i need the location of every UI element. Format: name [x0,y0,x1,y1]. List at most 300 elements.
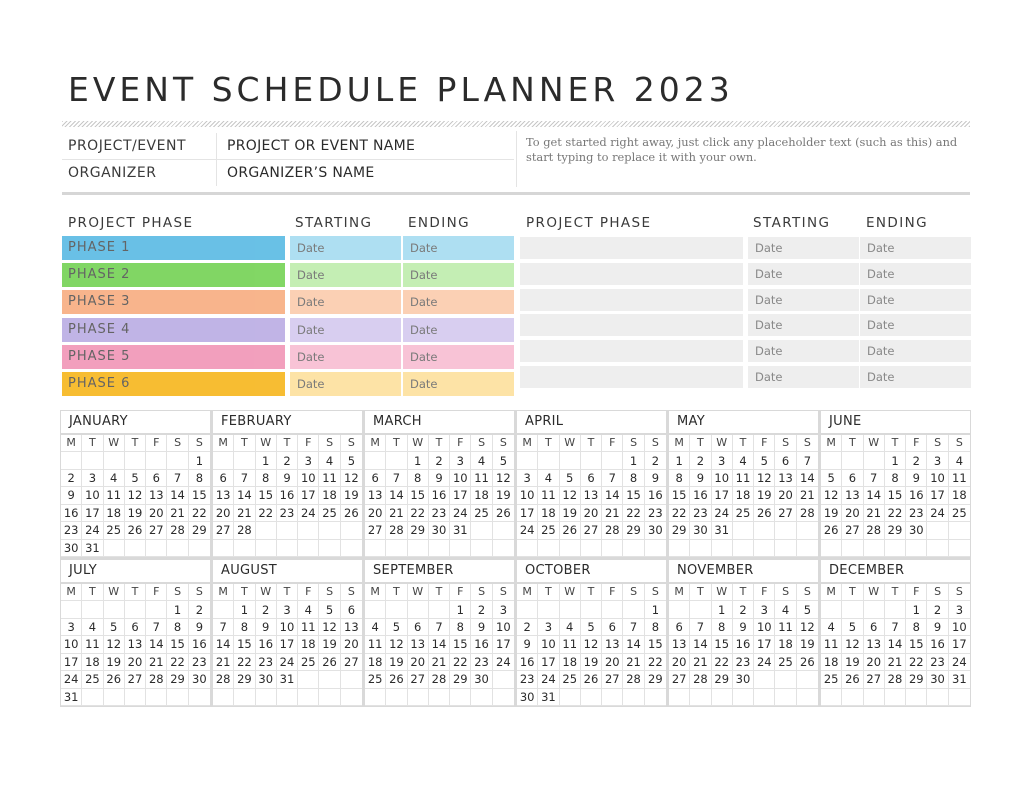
calendar-day[interactable]: 23 [429,505,450,522]
calendar-day[interactable]: 14 [213,636,234,653]
calendar-day[interactable]: 7 [623,619,644,636]
calendar-day[interactable]: 23 [277,505,298,522]
calendar-day[interactable]: 16 [471,636,492,653]
calendar-day[interactable]: 30 [471,671,492,688]
calendar-day[interactable]: 14 [885,636,906,653]
calendar-day[interactable]: 10 [298,470,319,487]
calendar-day[interactable]: 16 [256,636,277,653]
calendar-day[interactable]: 30 [61,540,82,557]
calendar-day[interactable]: 27 [669,671,690,688]
calendar-day[interactable]: 2 [690,452,711,469]
phase-end-date[interactable]: Date [403,345,514,369]
calendar-day[interactable]: 17 [754,636,775,653]
calendar-day[interactable]: 9 [517,636,538,653]
calendar-day[interactable]: 28 [146,671,167,688]
calendar-day[interactable]: 13 [365,487,386,504]
calendar-day[interactable]: 1 [669,452,690,469]
calendar-day[interactable]: 28 [797,505,818,522]
phase-name-right[interactable] [520,289,743,311]
phase-name[interactable]: PHASE 6 [62,372,285,396]
calendar-day[interactable]: 16 [690,487,711,504]
calendar-day[interactable]: 7 [234,470,255,487]
calendar-day[interactable]: 8 [450,619,471,636]
phase-name-right[interactable] [520,237,743,259]
calendar-day[interactable]: 21 [885,654,906,671]
calendar-day[interactable]: 26 [560,522,581,539]
calendar-day[interactable]: 20 [341,636,362,653]
calendar-day[interactable]: 18 [775,636,796,653]
calendar-day[interactable]: 6 [408,619,429,636]
calendar-day[interactable]: 16 [61,505,82,522]
calendar-day[interactable]: 4 [733,452,754,469]
calendar-day[interactable]: 17 [61,654,82,671]
calendar-day[interactable]: 30 [517,689,538,706]
calendar-day[interactable]: 17 [493,636,514,653]
calendar-day[interactable]: 13 [842,487,863,504]
calendar-day[interactable]: 5 [581,619,602,636]
calendar-day[interactable]: 22 [623,505,644,522]
calendar-day[interactable]: 23 [256,654,277,671]
calendar-day[interactable]: 4 [298,601,319,618]
calendar-day[interactable]: 8 [256,470,277,487]
calendar-day[interactable]: 22 [669,505,690,522]
calendar-day[interactable]: 2 [517,619,538,636]
phase-name[interactable]: PHASE 5 [62,345,285,369]
calendar-day[interactable]: 20 [669,654,690,671]
calendar-day[interactable]: 16 [429,487,450,504]
calendar-day[interactable]: 30 [927,671,948,688]
calendar-day[interactable]: 1 [189,452,210,469]
calendar-day[interactable]: 20 [408,654,429,671]
calendar-day[interactable]: 12 [386,636,407,653]
calendar-day[interactable]: 7 [864,470,885,487]
project-event-field[interactable]: PROJECT OR EVENT NAME [227,138,416,154]
phase-end-date-right[interactable]: Date [860,263,971,285]
calendar-day[interactable]: 13 [602,636,623,653]
calendar-day[interactable]: 25 [949,505,970,522]
calendar-day[interactable]: 14 [690,636,711,653]
calendar-day[interactable]: 31 [712,522,733,539]
calendar-day[interactable]: 19 [493,487,514,504]
calendar-day[interactable]: 15 [450,636,471,653]
calendar-day[interactable]: 29 [645,671,666,688]
calendar-day[interactable]: 3 [712,452,733,469]
calendar-day[interactable]: 28 [167,522,188,539]
calendar-day[interactable]: 5 [125,470,146,487]
calendar-day[interactable]: 1 [408,452,429,469]
calendar-day[interactable]: 8 [408,470,429,487]
calendar-day[interactable]: 9 [429,470,450,487]
calendar-day[interactable]: 18 [298,636,319,653]
calendar-day[interactable]: 1 [885,452,906,469]
calendar-day[interactable]: 6 [581,470,602,487]
calendar-day[interactable]: 11 [775,619,796,636]
phase-end-date-right[interactable]: Date [860,366,971,388]
calendar-day[interactable]: 27 [602,671,623,688]
calendar-day[interactable]: 7 [213,619,234,636]
calendar-day[interactable]: 10 [82,487,103,504]
calendar-day[interactable]: 24 [493,654,514,671]
calendar-day[interactable]: 14 [623,636,644,653]
calendar-day[interactable]: 28 [864,522,885,539]
calendar-day[interactable]: 15 [669,487,690,504]
calendar-day[interactable]: 2 [256,601,277,618]
calendar-day[interactable]: 25 [775,654,796,671]
phase-start-date-right[interactable]: Date [748,340,859,362]
calendar-day[interactable]: 24 [517,522,538,539]
phase-name[interactable]: PHASE 2 [62,263,285,287]
calendar-day[interactable]: 28 [602,522,623,539]
calendar-day[interactable]: 6 [125,619,146,636]
calendar-day[interactable]: 7 [690,619,711,636]
calendar-day[interactable]: 11 [365,636,386,653]
calendar-day[interactable]: 16 [517,654,538,671]
phase-start-date[interactable]: Date [290,263,401,287]
calendar-day[interactable]: 30 [189,671,210,688]
calendar-day[interactable]: 6 [842,470,863,487]
calendar-day[interactable]: 3 [277,601,298,618]
calendar-day[interactable]: 29 [712,671,733,688]
calendar-day[interactable]: 25 [733,505,754,522]
calendar-day[interactable]: 16 [645,487,666,504]
phase-end-date-right[interactable]: Date [860,340,971,362]
calendar-day[interactable]: 19 [842,654,863,671]
calendar-day[interactable]: 19 [125,505,146,522]
calendar-day[interactable]: 12 [754,470,775,487]
calendar-day[interactable]: 5 [821,470,842,487]
calendar-day[interactable]: 8 [669,470,690,487]
calendar-day[interactable]: 29 [906,671,927,688]
calendar-day[interactable]: 2 [277,452,298,469]
calendar-day[interactable]: 2 [61,470,82,487]
calendar-day[interactable]: 25 [538,522,559,539]
calendar-day[interactable]: 3 [493,601,514,618]
calendar-day[interactable]: 12 [319,619,340,636]
calendar-day[interactable]: 1 [234,601,255,618]
calendar-day[interactable]: 15 [234,636,255,653]
calendar-day[interactable]: 22 [712,654,733,671]
calendar-day[interactable]: 10 [927,470,948,487]
phase-start-date-right[interactable]: Date [748,237,859,259]
calendar-day[interactable]: 8 [645,619,666,636]
calendar-day[interactable]: 2 [733,601,754,618]
calendar-day[interactable]: 15 [906,636,927,653]
calendar-day[interactable]: 9 [61,487,82,504]
calendar-day[interactable]: 2 [429,452,450,469]
calendar-day[interactable]: 11 [319,470,340,487]
phase-name[interactable]: PHASE 1 [62,236,285,260]
calendar-day[interactable]: 19 [797,636,818,653]
calendar-day[interactable]: 7 [386,470,407,487]
calendar-day[interactable]: 21 [623,654,644,671]
calendar-day[interactable]: 29 [408,522,429,539]
calendar-day[interactable]: 9 [256,619,277,636]
calendar-day[interactable]: 8 [167,619,188,636]
calendar-day[interactable]: 14 [234,487,255,504]
calendar-day[interactable]: 24 [927,505,948,522]
calendar-day[interactable]: 1 [712,601,733,618]
calendar-day[interactable]: 21 [167,505,188,522]
phase-start-date-right[interactable]: Date [748,314,859,336]
calendar-day[interactable]: 22 [645,654,666,671]
calendar-day[interactable]: 5 [104,619,125,636]
calendar-day[interactable]: 13 [341,619,362,636]
calendar-day[interactable]: 23 [189,654,210,671]
phase-end-date[interactable]: Date [403,372,514,396]
calendar-day[interactable]: 24 [277,654,298,671]
calendar-day[interactable]: 5 [319,601,340,618]
calendar-day[interactable]: 24 [82,522,103,539]
calendar-day[interactable]: 27 [341,654,362,671]
phase-end-date[interactable]: Date [403,263,514,287]
calendar-day[interactable]: 24 [754,654,775,671]
calendar-day[interactable]: 14 [386,487,407,504]
calendar-day[interactable]: 12 [493,470,514,487]
phase-start-date-right[interactable]: Date [748,263,859,285]
calendar-day[interactable]: 6 [602,619,623,636]
calendar-day[interactable]: 3 [517,470,538,487]
calendar-day[interactable]: 17 [712,487,733,504]
calendar-day[interactable]: 13 [213,487,234,504]
calendar-day[interactable]: 16 [906,487,927,504]
calendar-day[interactable]: 11 [82,636,103,653]
phase-start-date[interactable]: Date [290,236,401,260]
calendar-day[interactable]: 8 [623,470,644,487]
calendar-day[interactable]: 3 [754,601,775,618]
calendar-day[interactable]: 31 [82,540,103,557]
calendar-day[interactable]: 30 [690,522,711,539]
calendar-day[interactable]: 12 [581,636,602,653]
calendar-day[interactable]: 18 [560,654,581,671]
calendar-day[interactable]: 17 [82,505,103,522]
phase-end-date-right[interactable]: Date [860,237,971,259]
calendar-day[interactable]: 4 [538,470,559,487]
calendar-day[interactable]: 28 [885,671,906,688]
calendar-day[interactable]: 5 [341,452,362,469]
calendar-day[interactable]: 21 [602,505,623,522]
calendar-day[interactable]: 4 [775,601,796,618]
calendar-day[interactable]: 26 [319,654,340,671]
calendar-day[interactable]: 20 [581,505,602,522]
calendar-day[interactable]: 6 [146,470,167,487]
calendar-day[interactable]: 11 [298,619,319,636]
calendar-day[interactable]: 3 [538,619,559,636]
phase-end-date[interactable]: Date [403,290,514,314]
calendar-day[interactable]: 4 [365,619,386,636]
calendar-day[interactable]: 9 [733,619,754,636]
calendar-day[interactable]: 26 [821,522,842,539]
calendar-day[interactable]: 5 [797,601,818,618]
calendar-day[interactable]: 4 [82,619,103,636]
calendar-day[interactable]: 17 [927,487,948,504]
calendar-day[interactable]: 7 [167,470,188,487]
calendar-day[interactable]: 7 [602,470,623,487]
calendar-day[interactable]: 20 [213,505,234,522]
calendar-day[interactable]: 21 [213,654,234,671]
calendar-day[interactable]: 26 [341,505,362,522]
calendar-day[interactable]: 22 [256,505,277,522]
calendar-day[interactable]: 1 [623,452,644,469]
calendar-day[interactable]: 3 [298,452,319,469]
calendar-day[interactable]: 8 [189,470,210,487]
calendar-day[interactable]: 10 [277,619,298,636]
calendar-day[interactable]: 11 [821,636,842,653]
calendar-day[interactable]: 22 [167,654,188,671]
calendar-day[interactable]: 31 [277,671,298,688]
calendar-day[interactable]: 16 [189,636,210,653]
calendar-day[interactable]: 11 [471,470,492,487]
calendar-day[interactable]: 10 [450,470,471,487]
calendar-day[interactable]: 28 [623,671,644,688]
calendar-day[interactable]: 27 [365,522,386,539]
calendar-day[interactable]: 16 [927,636,948,653]
calendar-day[interactable]: 30 [645,522,666,539]
calendar-day[interactable]: 28 [386,522,407,539]
calendar-day[interactable]: 28 [213,671,234,688]
calendar-day[interactable]: 25 [471,505,492,522]
calendar-day[interactable]: 6 [864,619,885,636]
calendar-day[interactable]: 26 [104,671,125,688]
calendar-day[interactable]: 18 [319,487,340,504]
calendar-day[interactable]: 22 [189,505,210,522]
calendar-day[interactable]: 15 [885,487,906,504]
calendar-day[interactable]: 15 [408,487,429,504]
calendar-day[interactable]: 10 [61,636,82,653]
calendar-day[interactable]: 12 [104,636,125,653]
calendar-day[interactable]: 14 [797,470,818,487]
calendar-day[interactable]: 16 [277,487,298,504]
calendar-day[interactable]: 10 [949,619,970,636]
phase-start-date-right[interactable]: Date [748,289,859,311]
calendar-day[interactable]: 9 [471,619,492,636]
calendar-day[interactable]: 21 [386,505,407,522]
calendar-day[interactable]: 21 [864,505,885,522]
calendar-day[interactable]: 12 [125,487,146,504]
calendar-day[interactable]: 19 [104,654,125,671]
calendar-day[interactable]: 4 [104,470,125,487]
calendar-day[interactable]: 20 [864,654,885,671]
calendar-day[interactable]: 20 [146,505,167,522]
calendar-day[interactable]: 3 [949,601,970,618]
calendar-day[interactable]: 23 [517,671,538,688]
calendar-day[interactable]: 14 [146,636,167,653]
calendar-day[interactable]: 13 [581,487,602,504]
calendar-day[interactable]: 13 [125,636,146,653]
calendar-day[interactable]: 1 [906,601,927,618]
calendar-day[interactable]: 29 [450,671,471,688]
phase-end-date-right[interactable]: Date [860,289,971,311]
calendar-day[interactable]: 4 [821,619,842,636]
phase-start-date[interactable]: Date [290,290,401,314]
calendar-day[interactable]: 7 [429,619,450,636]
calendar-day[interactable]: 11 [949,470,970,487]
calendar-day[interactable]: 23 [690,505,711,522]
calendar-day[interactable]: 1 [450,601,471,618]
instruction-note[interactable]: To get started right away, just click any placeholder text (such as this) and start typing to replace it with your own. [526,135,958,164]
calendar-day[interactable]: 2 [927,601,948,618]
calendar-day[interactable]: 14 [429,636,450,653]
calendar-day[interactable]: 18 [821,654,842,671]
calendar-day[interactable]: 7 [146,619,167,636]
calendar-day[interactable]: 15 [167,636,188,653]
phase-start-date[interactable]: Date [290,318,401,342]
calendar-day[interactable]: 12 [797,619,818,636]
calendar-day[interactable]: 23 [471,654,492,671]
calendar-day[interactable]: 15 [623,487,644,504]
calendar-day[interactable]: 18 [538,505,559,522]
calendar-day[interactable]: 24 [949,654,970,671]
calendar-day[interactable]: 20 [775,487,796,504]
calendar-day[interactable]: 26 [754,505,775,522]
calendar-day[interactable]: 24 [61,671,82,688]
calendar-day[interactable]: 17 [450,487,471,504]
calendar-day[interactable]: 3 [61,619,82,636]
calendar-day[interactable]: 24 [538,671,559,688]
calendar-day[interactable]: 16 [733,636,754,653]
calendar-day[interactable]: 24 [712,505,733,522]
phase-end-date[interactable]: Date [403,318,514,342]
calendar-day[interactable]: 31 [538,689,559,706]
calendar-day[interactable]: 15 [645,636,666,653]
phase-name[interactable]: PHASE 3 [62,290,285,314]
calendar-day[interactable]: 27 [581,522,602,539]
calendar-day[interactable]: 28 [234,522,255,539]
calendar-day[interactable]: 29 [167,671,188,688]
calendar-day[interactable]: 27 [408,671,429,688]
calendar-day[interactable]: 19 [319,636,340,653]
phase-name-right[interactable] [520,314,743,336]
calendar-day[interactable]: 6 [775,452,796,469]
organizer-field[interactable]: ORGANIZER’S NAME [227,165,375,181]
calendar-day[interactable]: 29 [885,522,906,539]
calendar-day[interactable]: 1 [167,601,188,618]
calendar-day[interactable]: 29 [623,522,644,539]
calendar-day[interactable]: 25 [365,671,386,688]
calendar-day[interactable]: 26 [581,671,602,688]
calendar-day[interactable]: 14 [864,487,885,504]
calendar-day[interactable]: 9 [906,470,927,487]
calendar-day[interactable]: 29 [669,522,690,539]
calendar-day[interactable]: 2 [906,452,927,469]
calendar-day[interactable]: 18 [82,654,103,671]
calendar-day[interactable]: 21 [234,505,255,522]
calendar-day[interactable]: 25 [104,522,125,539]
calendar-day[interactable]: 10 [712,470,733,487]
calendar-day[interactable]: 31 [450,522,471,539]
calendar-day[interactable]: 31 [61,689,82,706]
calendar-day[interactable]: 6 [365,470,386,487]
calendar-day[interactable]: 23 [927,654,948,671]
calendar-day[interactable]: 26 [493,505,514,522]
calendar-day[interactable]: 13 [864,636,885,653]
calendar-day[interactable]: 3 [82,470,103,487]
calendar-day[interactable]: 4 [560,619,581,636]
calendar-day[interactable]: 20 [365,505,386,522]
calendar-day[interactable]: 23 [645,505,666,522]
calendar-day[interactable]: 28 [429,671,450,688]
calendar-day[interactable]: 22 [906,654,927,671]
calendar-day[interactable]: 27 [864,671,885,688]
calendar-day[interactable]: 6 [341,601,362,618]
calendar-day[interactable]: 27 [213,522,234,539]
calendar-day[interactable]: 12 [821,487,842,504]
calendar-day[interactable]: 18 [365,654,386,671]
calendar-day[interactable]: 10 [517,487,538,504]
calendar-day[interactable]: 9 [690,470,711,487]
calendar-day[interactable]: 19 [341,487,362,504]
calendar-day[interactable]: 18 [471,487,492,504]
calendar-day[interactable]: 19 [386,654,407,671]
